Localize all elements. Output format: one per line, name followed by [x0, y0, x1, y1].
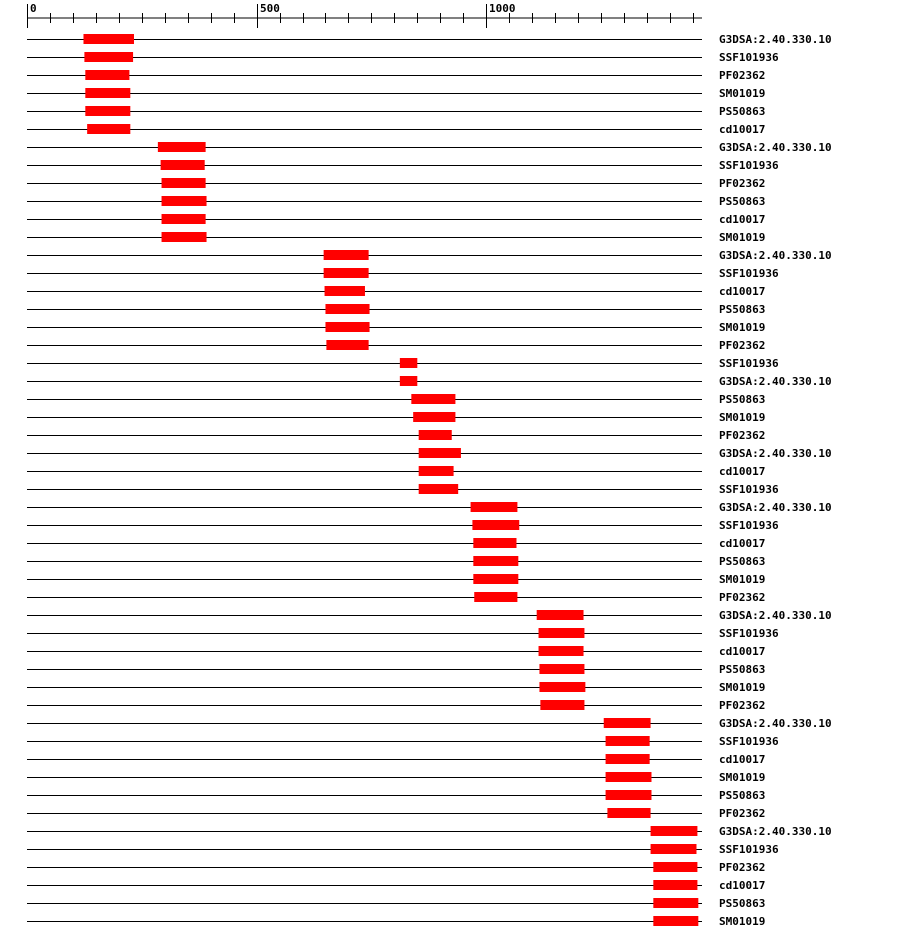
track-label: G3DSA:2.40.330.10 [719, 33, 832, 46]
track-label: G3DSA:2.40.330.10 [719, 249, 832, 262]
track-row [27, 645, 765, 658]
track-row [27, 69, 765, 82]
track-label: SM01019 [719, 321, 766, 334]
track-row [27, 321, 765, 334]
track-row [27, 609, 832, 622]
domain-feature-bar[interactable] [419, 430, 452, 440]
domain-feature-bar[interactable] [607, 808, 650, 818]
track-label: PF02362 [719, 699, 766, 712]
track-label: G3DSA:2.40.330.10 [719, 447, 832, 460]
axis-tick-label: 0 [30, 2, 37, 15]
track-row [27, 789, 765, 802]
track-label: PS50863 [719, 789, 766, 802]
track-row [27, 807, 765, 820]
domain-feature-bar[interactable] [161, 160, 205, 170]
track-label: SSF101936 [719, 357, 779, 370]
track-row [27, 429, 765, 442]
track-row [27, 375, 832, 388]
track-row [27, 897, 765, 910]
track-row [27, 249, 832, 262]
track-label: SSF101936 [719, 627, 779, 640]
domain-feature-bar[interactable] [400, 376, 417, 386]
track-label: SM01019 [719, 411, 766, 424]
track-label: G3DSA:2.40.330.10 [719, 375, 832, 388]
track-row [27, 537, 765, 550]
track-row [27, 87, 765, 100]
track-row [27, 465, 765, 478]
track-label: cd10017 [719, 753, 766, 766]
track-label: G3DSA:2.40.330.10 [719, 501, 832, 514]
track-label: G3DSA:2.40.330.10 [719, 825, 832, 838]
track-row [27, 105, 765, 118]
track-row [27, 51, 779, 64]
domain-feature-bar[interactable] [473, 556, 518, 566]
track-row [27, 627, 779, 640]
domain-feature-bar[interactable] [158, 142, 206, 152]
track-label: SSF101936 [719, 51, 779, 64]
domain-feature-bar[interactable] [411, 394, 455, 404]
track-row [27, 303, 765, 316]
domain-feature-bar[interactable] [413, 412, 455, 422]
track-row [27, 231, 765, 244]
track-label: G3DSA:2.40.330.10 [719, 141, 832, 154]
track-label: cd10017 [719, 123, 766, 136]
track-label: PS50863 [719, 195, 766, 208]
track-label: SM01019 [719, 681, 766, 694]
track-label: PS50863 [719, 555, 766, 568]
domain-feature-bar[interactable] [653, 862, 697, 872]
track-row [27, 717, 832, 730]
domain-feature-bar[interactable] [325, 304, 369, 314]
track-label: PF02362 [719, 591, 766, 604]
track-row [27, 681, 765, 694]
domain-feature-bar[interactable] [653, 898, 698, 908]
domain-feature-bar[interactable] [419, 466, 454, 476]
domain-feature-bar[interactable] [606, 754, 650, 764]
domain-feature-bar[interactable] [83, 34, 134, 44]
track-label: SSF101936 [719, 735, 779, 748]
domain-feature-bar[interactable] [400, 358, 417, 368]
domain-feature-bar[interactable] [326, 340, 368, 350]
track-label: PS50863 [719, 393, 766, 406]
feature-tracks [27, 33, 832, 928]
track-row [27, 141, 832, 154]
track-row [27, 519, 779, 532]
domain-feature-bar[interactable] [84, 52, 133, 62]
track-label: PF02362 [719, 339, 766, 352]
track-label: SSF101936 [719, 267, 779, 280]
track-row [27, 357, 779, 370]
track-row [27, 33, 832, 46]
domain-feature-bar[interactable] [324, 250, 369, 260]
axis-tick-label: 1000 [489, 2, 516, 15]
track-row [27, 285, 765, 298]
domain-feature-bar[interactable] [539, 682, 585, 692]
domain-feature-bar[interactable] [419, 484, 458, 494]
domain-feature-bar[interactable] [606, 772, 652, 782]
domain-feature-bar[interactable] [471, 502, 518, 512]
track-label: PS50863 [719, 105, 766, 118]
track-label: PF02362 [719, 861, 766, 874]
track-label: SM01019 [719, 573, 766, 586]
track-label: SSF101936 [719, 159, 779, 172]
domain-feature-bar[interactable] [419, 448, 461, 458]
domain-feature-bar[interactable] [162, 178, 206, 188]
track-label: SM01019 [719, 771, 766, 784]
track-row [27, 663, 765, 676]
track-label: cd10017 [719, 465, 766, 478]
domain-feature-bar[interactable] [653, 880, 697, 890]
track-label: PF02362 [719, 807, 766, 820]
domain-feature-bar[interactable] [606, 790, 652, 800]
track-label: PS50863 [719, 897, 766, 910]
domain-feature-bar[interactable] [540, 700, 584, 710]
domain-feature-bar[interactable] [85, 88, 130, 98]
domain-feature-bar[interactable] [324, 268, 369, 278]
track-label: G3DSA:2.40.330.10 [719, 717, 832, 730]
domain-feature-bar[interactable] [537, 610, 584, 620]
axis-tick-label: 500 [260, 2, 280, 15]
domain-feature-bar[interactable] [539, 628, 585, 638]
track-label: SM01019 [719, 231, 766, 244]
track-label: cd10017 [719, 645, 766, 658]
domain-feature-bar[interactable] [162, 214, 206, 224]
track-row [27, 861, 765, 874]
track-label: G3DSA:2.40.330.10 [719, 609, 832, 622]
track-label: PF02362 [719, 69, 766, 82]
domain-feature-bar[interactable] [85, 70, 129, 80]
domain-feature-bar[interactable] [604, 718, 651, 728]
track-row [27, 699, 765, 712]
track-row [27, 753, 765, 766]
track-row [27, 735, 779, 748]
domain-feature-bar[interactable] [85, 106, 130, 116]
domain-feature-bar[interactable] [539, 646, 584, 656]
track-row [27, 483, 779, 496]
track-label: PF02362 [719, 429, 766, 442]
track-label: PS50863 [719, 663, 766, 676]
domain-feature-bar[interactable] [539, 664, 584, 674]
track-row [27, 447, 832, 460]
track-label: SSF101936 [719, 483, 779, 496]
track-row [27, 195, 765, 208]
track-row [27, 339, 765, 352]
track-row [27, 555, 765, 568]
track-label: cd10017 [719, 537, 766, 550]
domain-feature-bar[interactable] [473, 538, 516, 548]
track-row [27, 177, 765, 190]
domain-feature-bar[interactable] [606, 736, 650, 746]
track-label: SSF101936 [719, 519, 779, 532]
domain-feature-bar[interactable] [162, 196, 207, 206]
domain-feature-bar[interactable] [87, 124, 130, 134]
track-row [27, 411, 765, 424]
track-label: cd10017 [719, 213, 766, 226]
track-row [27, 573, 765, 586]
scale-axis [27, 2, 702, 28]
track-row [27, 213, 765, 226]
track-row [27, 771, 765, 784]
domain-feature-bar[interactable] [653, 916, 698, 926]
domain-feature-bar[interactable] [472, 520, 519, 530]
track-label: PF02362 [719, 177, 766, 190]
track-label: SM01019 [719, 915, 766, 928]
domain-feature-bar[interactable] [325, 286, 365, 296]
track-label: cd10017 [719, 285, 766, 298]
domain-feature-bar[interactable] [651, 826, 698, 836]
domain-feature-bar[interactable] [325, 322, 369, 332]
track-row [27, 825, 832, 838]
track-label: cd10017 [719, 879, 766, 892]
domain-feature-bar[interactable] [474, 592, 517, 602]
track-label: SSF101936 [719, 843, 779, 856]
track-row [27, 267, 779, 280]
track-row [27, 123, 765, 136]
track-row [27, 591, 765, 604]
domain-feature-bar[interactable] [651, 844, 697, 854]
track-row [27, 393, 765, 406]
track-row [27, 915, 765, 928]
track-label: PS50863 [719, 303, 766, 316]
domain-feature-bar[interactable] [162, 232, 207, 242]
track-row [27, 879, 765, 892]
domain-feature-bar[interactable] [473, 574, 518, 584]
track-row [27, 843, 779, 856]
track-row [27, 501, 832, 514]
track-label: SM01019 [719, 87, 766, 100]
track-row [27, 159, 779, 172]
